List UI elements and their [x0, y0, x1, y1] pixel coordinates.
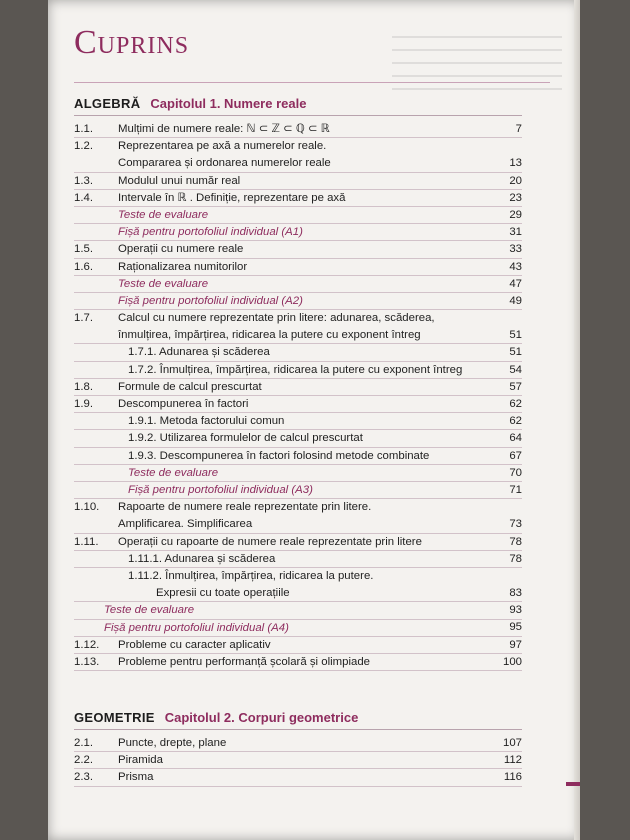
entry-title-line: 1.9.3. Descompunerea în factori folosind metode combinate	[128, 449, 430, 462]
toc-list-algebra	[74, 121, 522, 671]
entry-title	[128, 448, 476, 465]
toc-entry	[74, 602, 522, 619]
toc-entry	[74, 752, 522, 769]
entry-title-line: Teste de evaluare	[118, 277, 209, 290]
page-number: 100	[502, 655, 522, 668]
entry-title	[118, 224, 476, 241]
entry-number: 1.3.	[74, 174, 93, 187]
entry-title-line: Fișă pentru portofoliul individual (A2)	[118, 294, 303, 307]
toc-entry	[74, 379, 522, 396]
toc-entry	[74, 190, 522, 207]
entry-title	[118, 190, 476, 207]
toc-entry	[74, 735, 522, 752]
page-number: 51	[509, 346, 522, 359]
toc-entry	[74, 207, 522, 224]
entry-title-line: Prisma	[118, 771, 154, 784]
toc-entry	[74, 310, 522, 344]
toc-entry	[74, 499, 522, 533]
entry-title	[118, 534, 476, 551]
entry-title	[118, 637, 476, 654]
entry-title-line: 1.7.1. Adunarea și scăderea	[128, 346, 270, 359]
entry-title-line: Compararea și ordonarea numerelor reale	[118, 157, 331, 170]
entry-number: 1.11.	[74, 535, 99, 548]
page-number: 112	[503, 754, 522, 767]
entry-title-line: 1.7.2. Înmulțirea, împărțirea, ridicarea la putere cu exponent întreg	[128, 363, 463, 376]
page-number: 13	[509, 157, 522, 170]
toc-entry	[74, 396, 522, 413]
entry-title-line: Fișă pentru portofoliul individual (A1)	[118, 226, 303, 239]
toc-entry	[74, 482, 522, 499]
toc-entry	[74, 224, 522, 241]
page-number: 47	[509, 277, 522, 290]
entry-title	[118, 654, 476, 671]
entry-title-line: Teste de evaluare	[118, 208, 209, 221]
entry-title	[118, 735, 476, 752]
entry-title	[118, 121, 476, 138]
page-number: 62	[509, 415, 522, 428]
page-number: 93	[509, 604, 522, 617]
entry-title	[128, 362, 476, 379]
page-number: 70	[509, 466, 522, 479]
toc-entry	[74, 534, 522, 551]
entry-number: 1.4.	[74, 191, 93, 204]
entry-title-line: Puncte, drepte, plane	[118, 737, 227, 749]
section-name: ALGEBRĂ	[74, 96, 141, 111]
page-tab-mark	[566, 782, 580, 786]
entry-title	[128, 430, 476, 447]
title-rule	[74, 82, 550, 83]
entry-title	[128, 551, 476, 568]
row-separator	[74, 670, 522, 671]
page-number: 97	[509, 638, 522, 651]
page-number: 7	[515, 122, 522, 135]
entry-title	[128, 344, 476, 361]
page-number: 64	[509, 432, 522, 445]
entry-title	[118, 310, 476, 344]
entry-title-line: Probleme cu caracter aplicativ	[118, 638, 271, 651]
toc-entry	[74, 138, 522, 172]
entry-title-line: Raționalizarea numitorilor	[118, 260, 248, 273]
entry-number: 2.3.	[74, 771, 93, 784]
book-page	[48, 0, 580, 840]
toc-entry	[74, 293, 522, 310]
entry-title-line: Mulțimi de numere reale: ℕ ⊂ ℤ ⊂ ℚ ⊂ ℝ	[118, 123, 330, 135]
entry-title-line: 1.9.1. Metoda factorului comun	[128, 415, 285, 428]
page-number: 116	[503, 771, 522, 784]
entry-title-line: Descompunerea în factori	[118, 398, 249, 411]
entry-title-line: Fișă pentru portofoliul individual (A4)	[104, 621, 289, 634]
entry-title-line: Rapoarte de numere reale reprezentate prin litere.	[118, 501, 372, 514]
entry-title-line: Piramida	[118, 754, 163, 767]
entry-title	[128, 482, 476, 499]
entry-number: 1.8.	[74, 380, 93, 393]
entry-title	[118, 752, 476, 769]
entry-title-line: Intervale în ℝ . Definiție, reprezentare pe axă	[118, 191, 346, 204]
page-number: 29	[509, 208, 522, 221]
entry-title-line: Reprezentarea pe axă a numerelor reale.	[118, 140, 327, 153]
entry-number: 1.1.	[74, 123, 93, 135]
chapter-heading-geometrie	[74, 710, 522, 725]
entry-number: 1.6.	[74, 260, 93, 273]
page-number: 33	[509, 243, 522, 256]
page-number: 78	[509, 552, 522, 565]
entry-title-line: Modulul unui număr real	[118, 174, 241, 187]
toc-entry	[74, 259, 522, 276]
row-separator	[74, 786, 522, 787]
toc-entry	[74, 637, 522, 654]
entry-title-line: Expresii cu toate operațiile	[156, 587, 290, 600]
entry-number: 1.12.	[74, 638, 100, 651]
toc-entry	[74, 448, 522, 465]
toc-entry	[74, 173, 522, 190]
page-number: 54	[509, 363, 522, 376]
entry-title-line: Amplificarea. Simplificarea	[118, 518, 253, 531]
page-title: Cuprins	[74, 24, 190, 61]
page-number: 23	[509, 191, 522, 204]
entry-title-line: Probleme pentru performanță școlară și olimpiade	[118, 655, 370, 668]
toc-entry	[74, 551, 522, 568]
entry-title-line: Formule de calcul prescurtat	[118, 380, 262, 393]
entry-title	[104, 602, 476, 619]
entry-title	[118, 207, 476, 224]
entry-title	[118, 138, 476, 172]
entry-number: 1.9.	[74, 398, 93, 411]
entry-title	[128, 465, 476, 482]
page-number: 71	[509, 483, 522, 496]
page-number: 95	[509, 621, 522, 634]
page-number: 51	[509, 329, 522, 342]
entry-title-line: Calcul cu numere reprezentate prin litere: adunarea, scăderea,	[118, 312, 435, 325]
toc-entry	[74, 568, 522, 602]
entry-title-line: înmulțirea, împărțirea, ridicarea la putere cu exponent întreg	[118, 329, 421, 342]
page-number: 20	[509, 174, 522, 187]
toc-entry	[74, 241, 522, 258]
entry-title	[118, 259, 476, 276]
page-number: 49	[509, 294, 522, 307]
entry-title-line: 1.11.2. Înmulțirea, împărțirea, ridicarea la putere.	[128, 569, 374, 582]
page-number: 31	[509, 226, 522, 239]
entry-number: 1.2.	[74, 140, 93, 153]
toc-entry	[74, 620, 522, 637]
page-number: 43	[509, 260, 522, 273]
page-number: 73	[509, 518, 522, 531]
chapter-rule	[74, 115, 522, 116]
page-edge	[574, 0, 580, 840]
entry-number: 1.5.	[74, 243, 93, 256]
toc-entry	[74, 430, 522, 447]
entry-number: 1.10.	[74, 501, 100, 514]
entry-title	[128, 413, 476, 430]
entry-number: 2.2.	[74, 754, 93, 767]
entry-title-line: Fișă pentru portofoliul individual (A3)	[128, 483, 313, 496]
entry-title-line: Operații cu rapoarte de numere reale reprezentate prin litere	[118, 535, 422, 548]
entry-title	[118, 499, 476, 533]
entry-title	[118, 396, 476, 413]
entry-number: 1.13.	[74, 655, 100, 668]
toc-entry	[74, 654, 522, 671]
entry-title-line: 1.11.1. Adunarea și scăderea	[128, 552, 276, 565]
entry-title	[118, 276, 476, 293]
page-number: 62	[509, 398, 522, 411]
toc-entry	[74, 413, 522, 430]
toc-entry	[74, 769, 522, 786]
entry-title-line: Operații cu numere reale	[118, 243, 244, 256]
entry-title	[104, 620, 476, 637]
page-number: 67	[509, 449, 522, 462]
page-number: 57	[509, 380, 522, 393]
entry-title	[118, 293, 476, 310]
section-name: GEOMETRIE	[74, 710, 155, 725]
entry-title	[118, 769, 476, 786]
chapter-title: Capitolul 1. Numere reale	[150, 96, 307, 111]
page-number: 78	[509, 535, 522, 548]
entry-number: 1.7.	[74, 312, 93, 325]
entry-number: 2.1.	[74, 737, 93, 749]
page-number: 83	[509, 587, 522, 600]
entry-title-line: 1.9.2. Utilizarea formulelor de calcul prescurtat	[128, 432, 363, 445]
chapter-title: Capitolul 2. Corpuri geometrice	[164, 710, 359, 725]
bleed-through	[392, 36, 562, 101]
toc-entry	[74, 121, 522, 138]
chapter-rule	[74, 729, 522, 730]
page-number: 107	[502, 736, 522, 749]
entry-title	[118, 379, 476, 396]
toc-entry	[74, 344, 522, 361]
entry-title-line: Teste de evaluare	[128, 466, 219, 479]
entry-title	[118, 173, 476, 190]
toc-entry	[74, 276, 522, 293]
entry-title	[118, 241, 476, 258]
entry-title	[128, 568, 476, 602]
toc-entry	[74, 362, 522, 379]
toc-list-geometrie	[74, 735, 522, 787]
entry-title-line: Teste de evaluare	[104, 604, 195, 617]
chapter-heading-algebra	[74, 96, 522, 111]
toc-entry	[74, 465, 522, 482]
